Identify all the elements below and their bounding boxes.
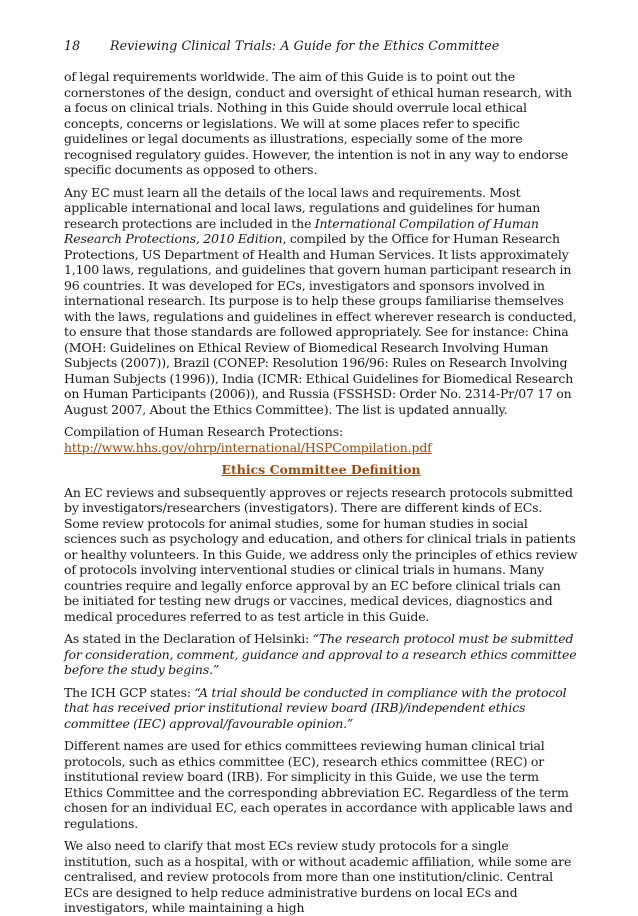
ich-quote: “A trial should be conducted in compliance with the protocol that has received prior institutional review board (IRB)/independent ethics committee (IEC) approval/favourable opinion.”: [64, 684, 567, 731]
compilation-title: International Compilation of Human Research Protections, 2010 Edition: [64, 215, 539, 246]
section-heading: Ethics Committee Definition: [221, 462, 421, 477]
page-number: 18: [64, 38, 81, 53]
local-laws-text-end: , compiled by the Office for Human Research Protections, US Department of Health and Human Services. It lists approximately 1,100 laws, regulations, and guidelines that govern human participant research in 96 countries. It was developed for ECs, investigators and sponsors involved in international research. Its purpose is to help these groups familiarise themselves with the laws, regulations and guidelines in effect wherever research is conducted, to ensure that those standards are followed appropriately. See for instance: China (MOH: Guidelines on Ethical Review of Biomedical Research Involving Human Subjects (2007)), Brazil (CONEP: Resolution 196/96: Rules on Research Involving Human Subjects (1996)), India (ICMR: Ethical Guidelines for Biomedical Research on Human Participants (2006)), and Russia (FSSHSD: Order No. 2314-Pr/07 17 on August 2007, About the Ethics Committee). The list is updated annually.: [64, 231, 577, 417]
paragraph-helsinki: [64, 631, 578, 678]
paragraph-aim: of legal requirements worldwide. The aim of this Guide is to point out the cornerstones of the design, conduct and oversight of ethical human research, with a focus on clinical trials. Nothing in this Guide should overrule local ethical concepts, concerns or legislations. We will at some places refer to specific guidelines or legal documents as illustrations, especially some of the more recognised regulatory guides. However, the intention is not in any way to endorse specific documents as opposed to others.: [64, 69, 572, 177]
ich-intro: The ICH GCP states:: [64, 684, 195, 700]
helsinki-quote: “The research protocol must be submitted for consideration, comment, guidance and approval to a research ethics committee before the study begins.”: [64, 631, 577, 677]
paragraph-definition: An EC reviews and subsequently approves or rejects research protocols submitted by investigators/researchers (investigators). There are different kinds of ECs. Some review protocols for animal studies, some for human studies in social sciences such as psychology and education, and others for clinical trials in patients or healthy volunteers. In this Guide, we address only the principles of ethics review of protocols involving interventional studies or clinical trials in humans. Many countries require and legally enforce approval by an EC before clinical trials can be initiated for testing new drugs or vaccines, medical devices, diagnostics and medical procedures referred to as test article in this Guide.: [64, 484, 578, 624]
paragraph-ich-gcp: [64, 685, 578, 732]
helsinki-intro: As stated in the Declaration of Helsinki:: [64, 631, 313, 646]
paragraph-local-laws: [64, 185, 578, 418]
local-laws-text-start: Any EC must learn all the details of the local laws and requirements. Most applicable international and local laws, regulations and guidelines for human research protections are included in the: [64, 184, 541, 231]
compilation-url-link[interactable]: http://www.hhs.gov/ohrp/international/HSPCompilation.pdf: [64, 439, 432, 455]
paragraph-central-ecs: We also need to clarify that most ECs review study protocols for a single institution, such as a hospital, with or without academic affiliation, while some are centralised, and review protocols from more than one institution/clinic. Central ECs are designed to help reduce administrative burdens on local ECs and investigators, while maintaining a high: [64, 838, 572, 915]
paragraph-names: Different names are used for ethics committees reviewing human clinical trial protocols, such as ethics committee (EC), research ethics committee (REC) or institutional review board (IRB). For simplicity in this Guide, we use the term Ethics Committee and the corresponding abbreviation EC. Regardless of the term chosen for an individual EC, each operates in accordance with applicable laws and regulations.: [64, 738, 573, 831]
page-header: [64, 38, 578, 53]
paragraph-compilation-link: [64, 424, 578, 455]
compilation-label: Compilation of Human Research Protections:: [64, 424, 344, 439]
running-title: Reviewing Clinical Trials: A Guide for the Ethics Committee: [110, 38, 500, 53]
